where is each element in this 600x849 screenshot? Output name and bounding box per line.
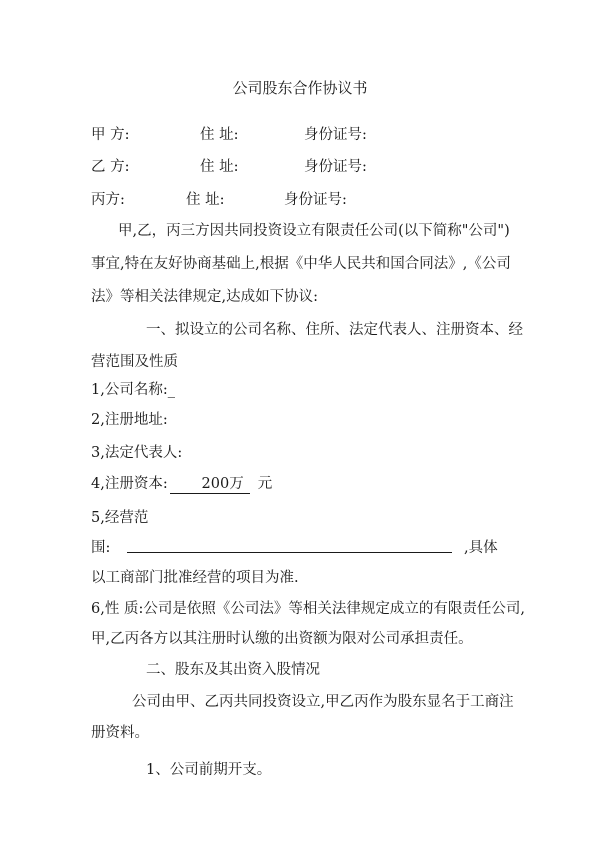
item5-business-scope-blank: [127, 552, 452, 553]
party-c-label: 丙方:: [91, 192, 125, 208]
party-b-address-label: 住 址:: [200, 159, 239, 175]
section1-heading-line-2: 营范围及性质: [91, 354, 178, 370]
item4-registered-capital: [91, 474, 272, 494]
item5-line-3: 以工商部门批准经营的项目为准.: [91, 570, 299, 586]
item6-line-1: 6,性 质:公司是依照《公司法》等相关法律规定成立的有限责任公司,: [91, 601, 525, 617]
item6-line-2: 甲,乙丙各方以其注册时认缴的出资额为限对公司承担责任。: [91, 631, 473, 647]
section2-body-line-2: 册资料。: [91, 725, 149, 741]
intro-line-3: 法》等相关法律规定,达成如下协议:: [91, 289, 318, 305]
item5-suffix: ,具体: [464, 540, 498, 556]
party-c-id-label: 身份证号:: [284, 192, 347, 208]
item5-label-line-2: 围:: [91, 540, 111, 556]
section2-item1: 1、公司前期开支。: [146, 762, 272, 778]
item1-blank: _: [167, 382, 175, 398]
intro-line-1: 甲,乙，丙三方因共同投资设立有限责任公司(以下简称"公司"): [118, 223, 510, 239]
party-a-label: 甲 方:: [91, 127, 130, 143]
item4-unit: 元: [257, 476, 273, 492]
section2-body-line-1: 公司由甲、乙丙共同投资设立,甲乙丙作为股东显名于工商注: [132, 694, 514, 710]
party-c-address-label: 住 址:: [186, 192, 225, 208]
intro-line-2: 事宜,特在友好协商基础上,根据《中华人民共和国合同法》,《公司: [91, 256, 511, 272]
item4-amount: 200万: [170, 476, 250, 494]
party-b-label: 乙 方:: [91, 159, 130, 175]
party-a-address-label: 住 址:: [200, 127, 239, 143]
party-a-id-label: 身份证号:: [304, 127, 367, 143]
party-b-id-label: 身份证号:: [304, 159, 367, 175]
section1-heading-line-1: 一、拟设立的公司名称、住所、法定代表人、注册资本、经: [146, 322, 523, 338]
item2-registered-address: 2,注册地址:: [91, 412, 168, 428]
section2-heading: 二、股东及其出资入股情况: [146, 662, 320, 678]
item1-company-name: [91, 380, 175, 400]
item4-label: 4,注册资本:: [91, 476, 168, 492]
item5-label-line-1: 5,经营范: [91, 510, 149, 526]
item3-legal-representative: 3,法定代表人:: [91, 445, 183, 461]
item1-label: 1,公司名称:: [91, 382, 168, 398]
document-title: 公司股东合作协议书: [232, 79, 368, 97]
